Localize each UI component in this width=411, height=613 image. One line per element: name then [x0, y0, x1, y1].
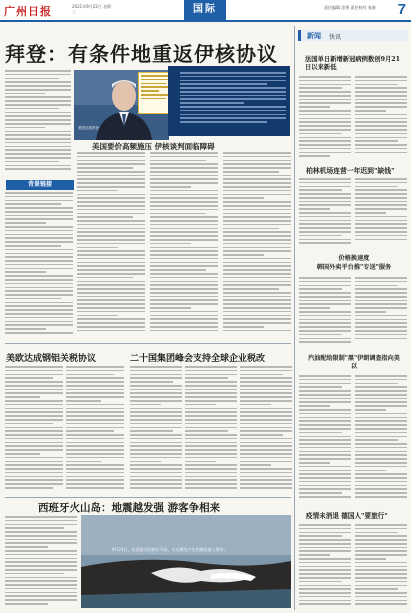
article-body-tariff-col1	[5, 366, 63, 494]
volcano-photo-caption: 9月21日，在西班牙拉帕尔马岛，火山喷发产生的熔岩流入海中。	[112, 547, 228, 552]
article-body-spain	[5, 516, 77, 610]
article-body-berlin-col1	[299, 178, 351, 248]
masthead	[0, 0, 411, 22]
main-headline: 拜登：有条件地重返伊核协议	[5, 42, 278, 66]
article-body-tariff-col2	[66, 366, 124, 494]
commentary-panel	[168, 66, 290, 136]
berlin-headline: 柏林机场连营一年迟到"缺钱"	[306, 167, 395, 175]
masthead-editor-info: 责任编辑 涂勇 责任校对 张新	[324, 5, 376, 10]
g20-headline: 二十国集团峰会支持全球企业税改	[130, 354, 266, 364]
news-tag-label: 新闻	[307, 32, 321, 40]
news-tag	[298, 30, 408, 41]
iran-subheadline: 美国要价高频施压 伊核谈判面临障碍	[92, 142, 215, 151]
article-body-g20-col2	[185, 366, 237, 494]
article-body-germany-col1	[299, 524, 351, 610]
article-body-biden-left	[5, 70, 71, 175]
spain-headline: 西班牙火山岛：地震越发强 游客争相来	[38, 502, 221, 514]
article-body-iran-col1	[77, 152, 145, 340]
tariff-headline: 美欧达成钢铝关税协议	[6, 354, 97, 364]
france-headline: 法国单日新增新冠病例数创9月21日以来新低	[305, 56, 401, 71]
column-divider	[294, 26, 295, 610]
masthead-date: 2021年9月22日 星期三	[72, 4, 112, 14]
article-body-iran-col2	[150, 152, 218, 340]
newspaper-logo: 广州日报	[4, 5, 52, 18]
article-body-france-col2	[355, 76, 407, 160]
article-body-iran-col3	[223, 152, 291, 340]
article-body-germany-col2	[355, 524, 407, 610]
article-body-korea-col1	[299, 277, 351, 347]
biden-photo-caption: 美国总统拜登	[78, 126, 99, 130]
article-body-g20-col1	[130, 366, 182, 494]
page-number: 7	[397, 1, 406, 18]
volcano-photo	[81, 515, 291, 608]
news-tag-sub: 快讯	[329, 34, 342, 41]
section-tab: 国际	[184, 0, 226, 20]
germany-headline: 疫情未消退 德国人"要旅行"	[306, 512, 388, 520]
article-body-berlin-col2	[355, 178, 407, 248]
article-body-car-col2	[355, 375, 407, 505]
article-body-g20-col3	[240, 366, 292, 494]
article-body-left-col	[5, 192, 73, 342]
section-divider	[5, 343, 291, 344]
section-divider-2	[5, 497, 291, 498]
article-body-france-col1	[299, 76, 351, 160]
article-body-car-col1	[299, 375, 351, 505]
korea-headline: 价格换速度 韩国外卖平台推"专送"服务	[316, 255, 392, 271]
car-headline: 汽油配给限制"黑"伊朗调查指向美以	[308, 355, 400, 370]
article-body-korea-col2	[355, 277, 407, 347]
background-link-box: 背景链接	[6, 180, 74, 190]
